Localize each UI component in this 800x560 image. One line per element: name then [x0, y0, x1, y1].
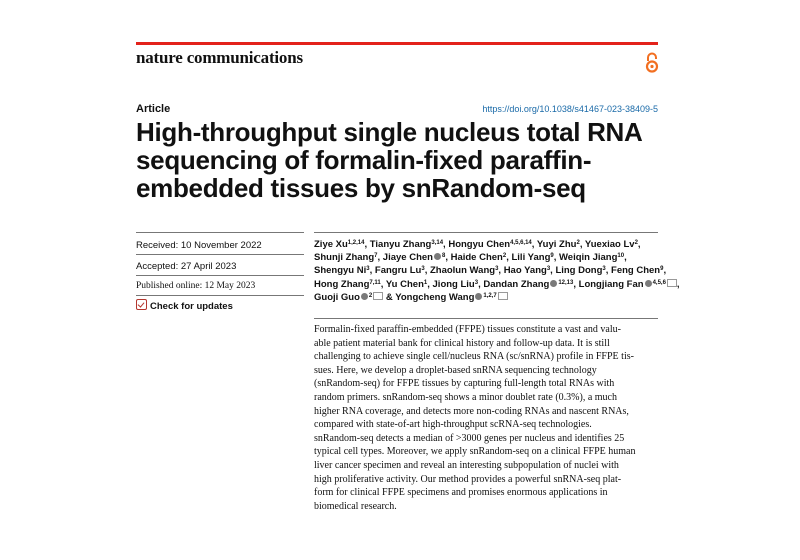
abstract: [314, 323, 669, 513]
divider-check: [136, 295, 304, 296]
affiliation-superscript: 1,2,14: [347, 240, 365, 246]
author-separator: ,: [364, 239, 370, 250]
author-line: [314, 251, 664, 264]
divider-accepted: [136, 254, 304, 255]
divider-authors: [314, 232, 658, 233]
envelope-icon[interactable]: [498, 292, 508, 300]
affiliation-superscript: 12,13: [558, 279, 574, 286]
author-name[interactable]: Dandan Zhang: [483, 278, 550, 290]
author-name[interactable]: Guoji Guo: [314, 291, 360, 303]
affiliation-superscript: 7,11: [369, 279, 381, 286]
author-separator: ,: [637, 239, 641, 250]
affiliation-superscript: 3: [474, 279, 479, 286]
author-name[interactable]: Yongcheng Wang: [395, 291, 475, 303]
author-separator: ,: [676, 278, 680, 290]
abstract-line: high proliferative activity. Our method provides a powerful snRNA-seq plat-: [314, 473, 622, 485]
author-name[interactable]: Ziye Xu: [314, 239, 348, 250]
affiliation-superscript: 3: [421, 266, 425, 273]
author-separator: ,: [553, 252, 559, 264]
author-separator: &: [383, 291, 396, 303]
affiliation-superscript: 3,14: [431, 240, 444, 246]
open-access-icon: [645, 52, 659, 74]
check-updates-icon: [136, 299, 147, 310]
author-name[interactable]: Feng Chen: [611, 265, 661, 277]
affiliation-superscript: 8: [441, 253, 446, 260]
author-name[interactable]: Fangru Lu: [374, 265, 422, 277]
published-date: Published online: 12 May 2023: [136, 281, 256, 291]
journal-name: nature communications: [136, 48, 303, 67]
abstract-line: higher RNA coverage, and detects more non-coding RNAs and nascent RNAs,: [314, 405, 629, 417]
envelope-icon[interactable]: [373, 292, 383, 300]
author-line: [314, 291, 664, 304]
orcid-icon[interactable]: [434, 253, 441, 260]
author-name[interactable]: Jiong Liu: [432, 278, 475, 290]
orcid-icon[interactable]: [645, 280, 652, 287]
abstract-line: liver cancer specimen and reveal an interesting subpopulation of nuclei with: [314, 459, 619, 471]
abstract-line: typical cell types. Moreover, we apply snRandom-seq on a clinical FFPE human: [314, 446, 636, 458]
affiliation-superscript: 10: [617, 253, 625, 260]
abstract-line: compared with state-of-art high-throughput scRNA-seq technologies.: [314, 419, 592, 431]
orcid-icon[interactable]: [475, 293, 482, 300]
affiliation-superscript: 3: [546, 266, 551, 273]
author-separator: ,: [380, 278, 386, 290]
abstract-line: random primers. snRandom-seq shows a minor doublet rate (0.3%), a much: [314, 391, 617, 403]
affiliation-superscript: 2: [368, 292, 373, 299]
title-line: embedded tissues by snRandom-seq: [136, 173, 586, 203]
orcid-icon[interactable]: [550, 280, 557, 287]
author-separator: ,: [498, 265, 504, 277]
affiliation-superscript: 2: [576, 240, 580, 246]
article-type-label: Article: [136, 103, 171, 115]
abstract-line: challenging to achieve single cell/nucleus RNA (sc/snRNA) profile in FFPE tis-: [314, 351, 634, 363]
accepted-date: Accepted: 27 April 2023: [136, 261, 237, 272]
author-separator: ,: [573, 278, 579, 290]
check-for-updates-label: Check for updates: [150, 301, 233, 312]
author-name[interactable]: Yu Chen: [385, 278, 424, 290]
affiliation-superscript: 9: [660, 266, 664, 273]
affiliation-superscript: 3: [602, 266, 606, 273]
author-separator: ,: [427, 278, 433, 290]
orcid-icon[interactable]: [361, 293, 368, 300]
affiliation-superscript: 1: [423, 279, 428, 286]
abstract-line: biomedical research.: [314, 500, 397, 512]
author-separator: ,: [663, 265, 667, 277]
affiliation-superscript: 3: [495, 266, 499, 273]
author-separator: ,: [424, 265, 430, 277]
author-separator: ,: [478, 278, 484, 290]
author-list: [314, 238, 680, 304]
check-for-updates-button[interactable]: [136, 299, 233, 312]
received-date: Received: 10 November 2022: [136, 240, 262, 251]
author-separator: ,: [579, 239, 585, 250]
affiliation-superscript: 3: [366, 266, 370, 273]
affiliation-superscript: 9: [550, 253, 554, 260]
divider-published: [136, 275, 304, 276]
affiliation-superscript: 7: [374, 253, 378, 260]
author-separator: ,: [624, 252, 627, 264]
author-name[interactable]: Jiaye Chen: [382, 252, 433, 264]
abstract-line: form for clinical FFPE specimens and promises enormous applications in: [314, 487, 608, 499]
author-name[interactable]: Hong Zhang: [314, 278, 370, 290]
author-name[interactable]: Shengyu Ni: [314, 265, 367, 277]
divider-received: [136, 232, 304, 233]
author-separator: ,: [443, 239, 449, 250]
abstract-line: snRandom-seq detects a median of >3000 genes per nucleus and identifies 25: [314, 432, 625, 444]
affiliation-superscript: 2: [634, 240, 638, 246]
affiliation-superscript: 1,2,7: [483, 292, 497, 299]
author-name[interactable]: Lili Yang: [511, 252, 551, 264]
abstract-line: Formalin-fixed paraffin-embedded (FFPE) tissues constitute a vast and valu-: [314, 324, 621, 335]
author-name[interactable]: Yuexiao Lv: [584, 239, 635, 250]
author-name[interactable]: Longjiang Fan: [578, 278, 644, 290]
abstract-line: (snRandom-seq) for FFPE tissues by capturing full-length total RNAs with: [314, 378, 615, 390]
journal-header-bar: [136, 42, 658, 45]
article-title: [136, 118, 666, 202]
author-name[interactable]: Yuyi Zhu: [536, 239, 577, 250]
affiliation-superscript: 4,5,6,14: [510, 240, 532, 246]
title-line: sequencing of formalin-fixed paraffin-: [136, 145, 592, 175]
author-name[interactable]: Shunji Zhang: [314, 252, 375, 264]
author-separator: ,: [445, 252, 451, 264]
envelope-icon[interactable]: [667, 279, 677, 287]
author-name[interactable]: Hao Yang: [503, 265, 547, 277]
author-separator: ,: [369, 265, 375, 277]
author-separator: ,: [377, 252, 383, 264]
author-separator: ,: [550, 265, 556, 277]
abstract-line: able patient material bank for clinical history and follow-up data. It is still: [314, 337, 610, 349]
affiliation-superscript: 4,5,6: [652, 279, 666, 286]
title-line: High-throughput single nucleus total RNA: [136, 117, 643, 147]
author-separator: ,: [605, 265, 612, 277]
divider-abstract: [314, 318, 658, 319]
author-name[interactable]: Ling Dong: [555, 265, 603, 277]
abstract-line: sues. Here, we develop a droplet-based snRNA sequencing technology: [314, 364, 597, 376]
author-name[interactable]: Zhaolun Wang: [429, 265, 496, 277]
author-separator: ,: [531, 239, 537, 250]
doi-link[interactable]: https://doi.org/10.1038/s41467-023-38409-5: [482, 104, 658, 114]
author-line: [314, 264, 667, 277]
author-name[interactable]: Weiqin Jiang: [559, 252, 618, 264]
author-name[interactable]: Haide Chen: [450, 252, 503, 264]
author-line: [314, 278, 680, 291]
author-separator: ,: [506, 252, 512, 264]
author-line: [314, 238, 664, 251]
author-name[interactable]: Tianyu Zhang: [369, 239, 432, 250]
affiliation-superscript: 2: [502, 253, 507, 260]
author-name[interactable]: Hongyu Chen: [448, 239, 511, 250]
